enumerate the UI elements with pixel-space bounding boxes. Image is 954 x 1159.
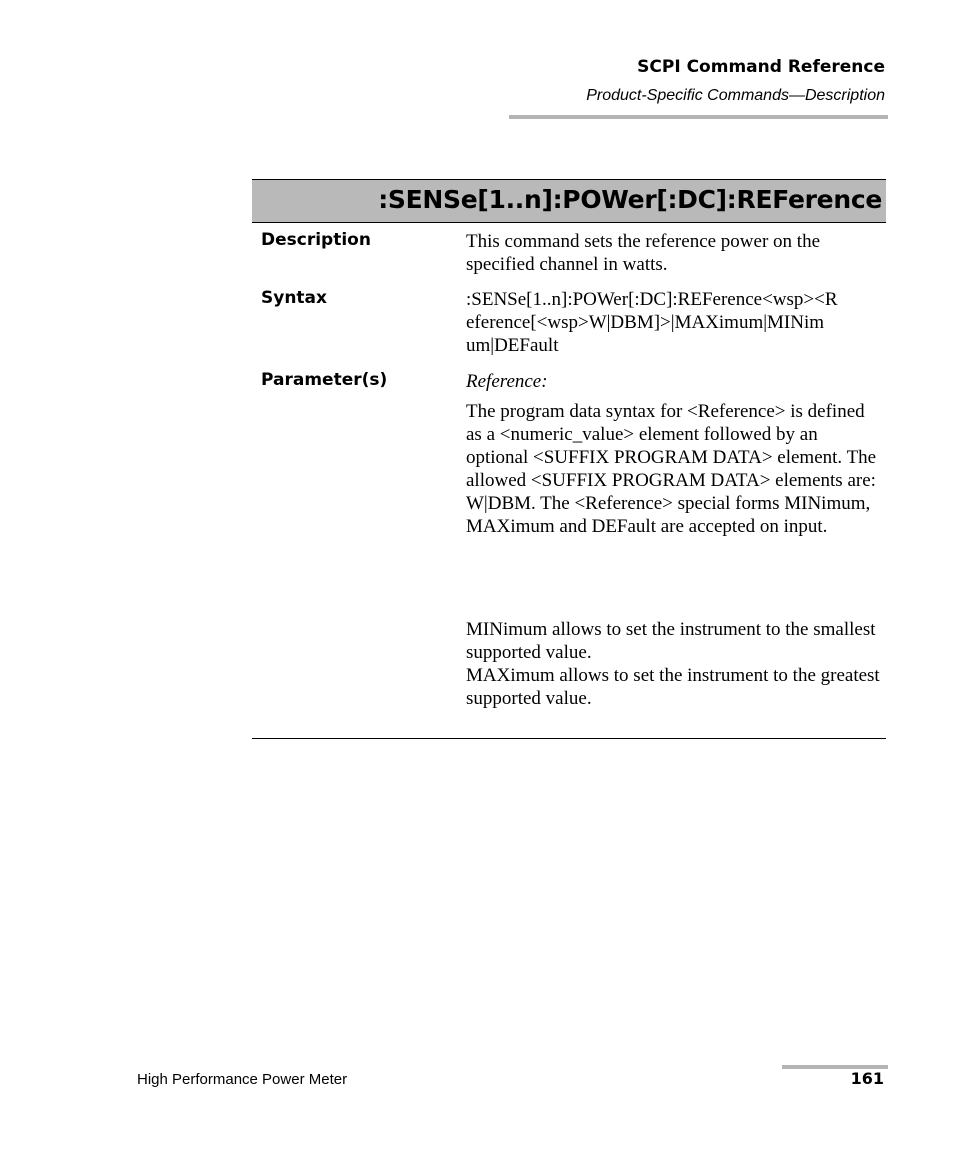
parameter-paragraph: The program data syntax for <Reference> is defined as a <numeric_value> element followed by an optional <SUFFIX PROGRAM DATA> element. The allowed <SUFFIX PROGRAM DATA> elements are: W|DBM. The <Reference> special forms MINimum, MAXimum and DEFault are accepted on input. <box>466 401 877 537</box>
footer-product-name: High Performance Power Meter <box>137 1071 348 1088</box>
table-bottom-rule <box>252 738 886 739</box>
syntax-label: Syntax <box>261 288 327 308</box>
command-title-bar <box>252 179 886 223</box>
description-label: Description <box>261 230 371 250</box>
parameter-special-forms <box>466 618 880 710</box>
parameter-description <box>466 400 880 538</box>
command-title: :SENSe[1..n]:POWer[:DC]:REFerence <box>378 185 882 214</box>
syntax-line: eference[<wsp>W|DBM]>|MAXimum|MINim <box>466 312 825 333</box>
running-header-subtitle: Product-Specific Commands—Description <box>586 87 885 104</box>
maximum-note: MAXimum allows to set the instrument to the greatest supported value. <box>466 665 880 709</box>
minimum-note: MINimum allows to set the instrument to the smallest supported value. <box>466 619 876 663</box>
running-header-title: SCPI Command Reference <box>637 57 885 77</box>
header-rule <box>509 115 888 119</box>
description-paragraph: This command sets the reference power on the specified channel in watts. <box>466 231 821 275</box>
description-text <box>466 230 880 276</box>
page-number: 161 <box>850 1069 884 1088</box>
syntax-text <box>466 288 880 357</box>
parameter-name: Reference: <box>466 371 548 392</box>
syntax-line: :SENSe[1..n]:POWer[:DC]:REFerence<wsp><R <box>466 289 838 310</box>
syntax-line: um|DEFault <box>466 335 559 356</box>
parameters-label: Parameter(s) <box>261 370 388 390</box>
